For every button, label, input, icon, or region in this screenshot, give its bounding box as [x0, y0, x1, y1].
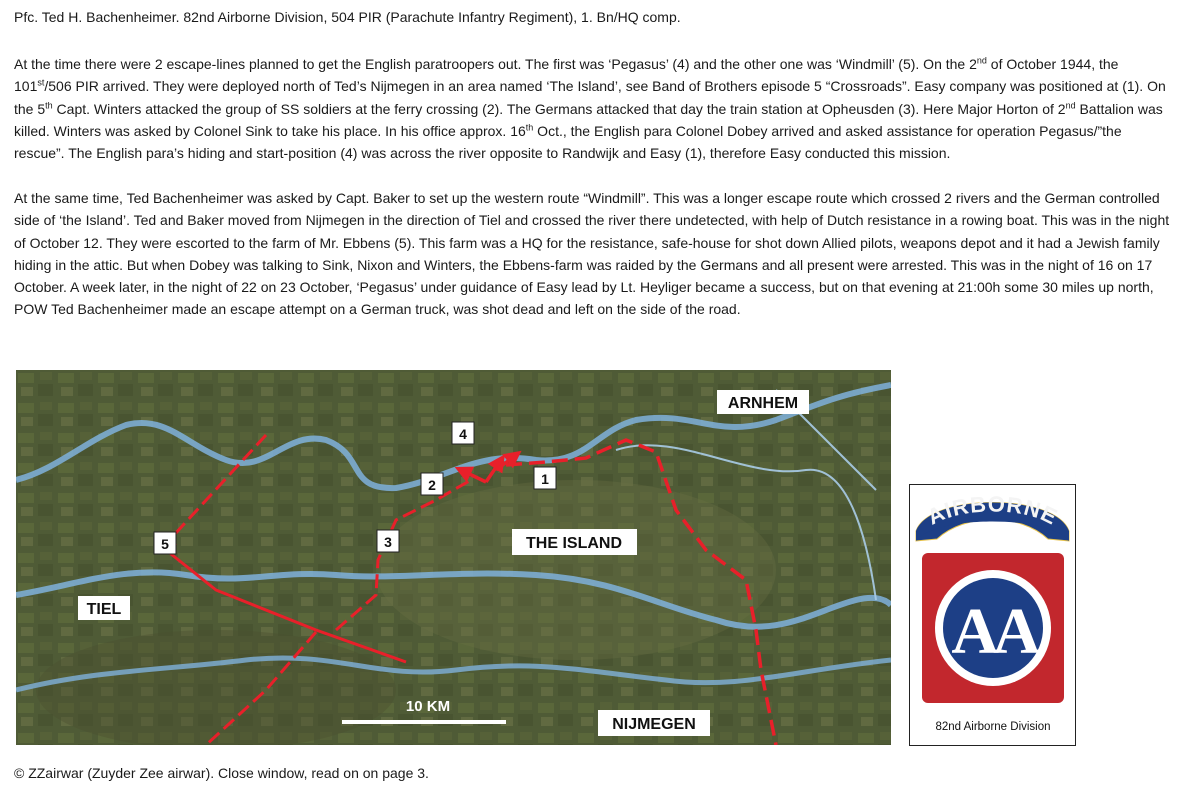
svg-text:AIRBORNE: AIRBORNE — [923, 491, 1062, 530]
paragraph-text-segment: /506 PIR arrived. They were deployed north of Ted’s Nijmegen in an area named ‘The Island’, see Band of Brothers episode 5 “Crossroads”. Easy company was positioned at (1). On the 5 — [14, 78, 1166, 117]
patch-airborne-tab — [916, 491, 1069, 541]
svg-text:2: 2 — [428, 477, 436, 493]
ordinal-superscript: th — [525, 122, 534, 133]
escape-routes-map — [16, 370, 891, 745]
svg-text:ARNHEM: ARNHEM — [727, 395, 799, 412]
marker-5 — [154, 532, 176, 554]
marker-3 — [377, 530, 399, 552]
paragraph-windmill: At the same time, Ted Bachenheimer was asked by Capt. Baker to set up the western route “Windmill”. This was a longer escape route which crossed 2 rivers and the German controlled side of ‘the Island’. Ted and Baker moved from Nijmegen in the direction of Tiel and crossed the river there undetected, with help of Dutch resistance in a rowing boat. This was in the night of October 12. They were escorted to the farm of Mr. Ebbens (5). This farm was a HQ for the resistance, safe-house for shot down Allied pilots, weapons depot and it had a Jewish family hiding in the attic. But when Dobey was talking to Sink, Nixon and Winters, the Ebbens-farm was raided by the Germans and all present were arrested. This was in the night of 16 on 17 October. A week later, in the night of 22 on 23 October, ‘Pegasus’ under guidance of Easy lead by Lt. Heyliger became a success, but on that evening at 21:00h some 30 miles up north, POW Ted Bachenheimer made an escape attempt on a German truck, was shot dead and left on the side of the road. — [14, 190, 1170, 318]
ordinal-superscript: st — [37, 77, 45, 88]
patch-monogram: AA — [951, 595, 1035, 668]
label-the-island — [512, 529, 637, 555]
svg-text:THE ISLAND: THE ISLAND — [526, 535, 622, 552]
airborne-patch-image — [909, 484, 1076, 746]
label-arnhem — [717, 390, 809, 414]
patch-caption: 82nd Airborne Division — [935, 721, 1051, 733]
ordinal-superscript: nd — [1065, 99, 1076, 110]
paragraph-pegasus — [14, 53, 1176, 164]
marker-4 — [452, 422, 474, 444]
paragraph-text-segment: Battalion was killed. Winters was asked by Colonel Sink to take his place. In his office approx. 16 — [14, 100, 1163, 139]
paragraph-text-segment: of October 1944, the 101 — [14, 56, 1119, 95]
ordinal-superscript: nd — [976, 55, 987, 66]
svg-text:3: 3 — [384, 534, 392, 550]
paragraph-text-segment: At the time there were 2 escape-lines planned to get the English paratroopers out. The first was ‘Pegasus’ (4) and the other one was ‘Windmill’ (5). On the 2 — [14, 56, 977, 72]
label-tiel — [78, 596, 130, 620]
paragraph-text-segment: Oct., the English para Colonel Dobey arrived and asked assistance for operation Pegasus/”the rescue”. The English para’s hiding and start-position (4) was across the river opposite to Randwijk and Easy (1), therefore Easy conducted this mission. — [14, 122, 1122, 162]
page-footer: © ZZairwar (Zuyder Zee airwar). Close window, read on on page 3. — [14, 765, 429, 781]
marker-2 — [421, 473, 443, 495]
page-header: Pfc. Ted H. Bachenheimer. 82nd Airborne Division, 504 PIR (Parachute Infantry Regiment), 1. Bn/HQ comp. — [14, 9, 681, 25]
svg-text:TIEL: TIEL — [86, 601, 122, 618]
paragraph-text-segment: Capt. Winters attacked the group of SS soldiers at the ferry crossing (2). The Germans attacked that day the train station at Opheusden (3). Here Major Horton of 2 — [52, 100, 1066, 117]
marker-1 — [534, 467, 556, 489]
svg-text:NIJMEGEN: NIJMEGEN — [612, 716, 696, 733]
svg-text:5: 5 — [161, 536, 169, 552]
ordinal-superscript: th — [45, 99, 53, 110]
svg-text:4: 4 — [459, 426, 467, 442]
svg-text:10 KM: 10 KM — [405, 698, 451, 715]
label-nijmegen — [598, 710, 710, 736]
svg-text:1: 1 — [541, 471, 549, 487]
